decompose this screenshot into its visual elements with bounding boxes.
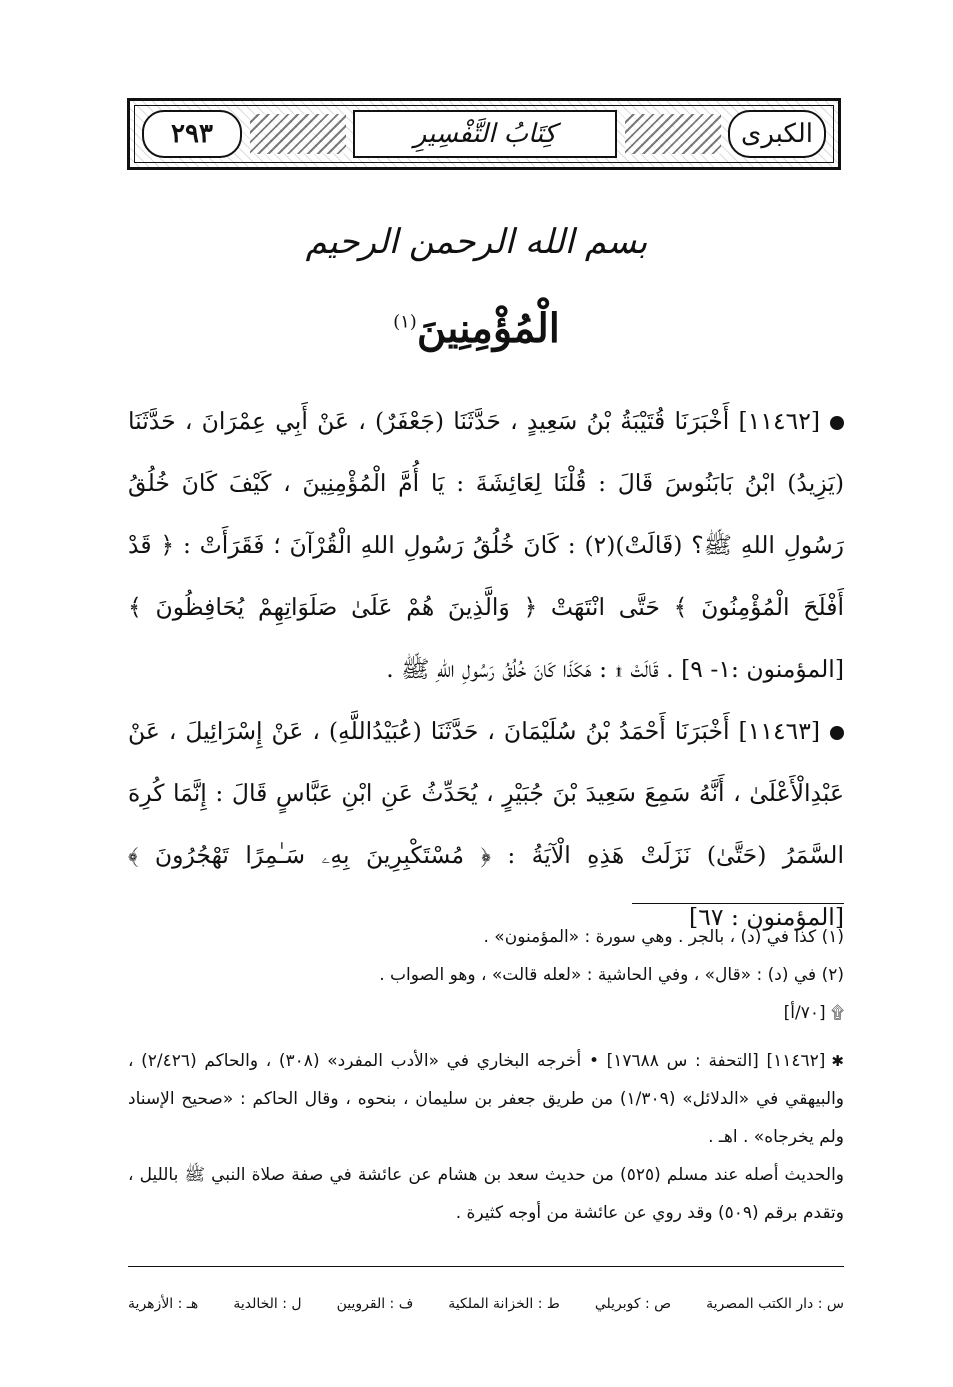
surah-title bbox=[0, 305, 953, 352]
takhrij-note: والحديث أصله عند مسلم (٥٢٥) من حديث سعد بن هشام عن عائشة في صفة صلاة النبي ﷺ بالليل ، وتقدم برقم (٥٠٩) وقد روي عن عائشة من أوجه كثيرة . bbox=[128, 1165, 844, 1223]
bullet-icon bbox=[830, 726, 844, 740]
surah-footnote-ref: (١) bbox=[393, 311, 417, 333]
footnotes bbox=[128, 918, 844, 1032]
footnote: (٢) في (د) : «قال» ، وفي الحاشية : «لعله قالت» ، وهو الصواب . bbox=[379, 965, 844, 985]
takhrij-notes bbox=[128, 1042, 844, 1232]
chapter-title: كِتَابُ التَّفْسِيرِ bbox=[353, 110, 617, 158]
legend-item: هـ : الأزهرية bbox=[128, 1296, 199, 1312]
footnote-divider bbox=[632, 903, 844, 904]
takhrij-text: [١١٤٦٢] [التحفة : س ١٧٦٨٨] • أخرجه البخاري في «الأدب المفرد» (٣٠٨) ، والحاكم (٢/٤٢٦) ، والبيهقي في «الدلائل» (١/٣٠٩) من طريق جعفر بن سليمان ، بنحوه ، وقال الحاكم : «صحيح الإسناد ولم يخرجاه» . اهـ . bbox=[128, 1051, 844, 1147]
bottom-divider bbox=[128, 1266, 844, 1267]
page-header-band bbox=[127, 98, 841, 170]
bullet-icon bbox=[830, 416, 844, 430]
footnote: ۩ [٧٠/أ] bbox=[783, 1003, 844, 1023]
asterisk-icon: ✱ bbox=[831, 1052, 844, 1070]
takhrij-note bbox=[128, 1042, 844, 1156]
footnote: (١) كذا في (د) ، بالجر . وهي سورة : «المؤمنون» . bbox=[483, 927, 844, 947]
hadith-text: [١١٤٦٢] أَخْبَرَنَا قُتَيْبَةُ بْنُ سَعِيدٍ ، حَدَّثَنَا (جَعْفَرٌ) ، عَنْ أَبِي عِمْرَانَ ، حَدَّثَنَا (يَزِيدُ) ابْنُ بَابَنُوسَ قَالَ : قُلْنَا لِعَائِشَةَ : يَا أُمَّ الْمُؤْمِنِينَ ، كَيْفَ كَانَ خُلُقُ رَسُولِ اللهِ ﷺ؟ (قَالَتْ)(٢) : كَانَ خُلُقُ رَسُولِ اللهِ الْقُرْآنَ ؛ فَقَرَأَتْ : ﴿ قَدْ أَفْلَحَ الْمُؤْمِنُونَ ﴾ حَتَّى انْتَهَتْ ﴿ وَالَّذِينَ هُمْ عَلَىٰ صَلَوَاتِهِمْ يُحَافِظُونَ ﴾ [المؤمنون :١- ٩] . قَالَتْ ۩ : هَكَذَا كَانَ خُلُقُ رَسُولِ اللهِ ﷺ . bbox=[128, 407, 844, 683]
header-ornament-left bbox=[250, 114, 346, 154]
page-number: ٢٩٣ bbox=[142, 110, 242, 158]
legend-item: ل : الخالدية bbox=[233, 1296, 302, 1312]
hadith-text: [١١٤٦٣] أَخْبَرَنَا أَحْمَدُ بْنُ سُلَيْمَانَ ، حَدَّثَنَا (عُبَيْدُاللَّهِ) ، عَنْ إِسْرَائِيلَ ، عَنْ عَبْدِالْأَعْلَىٰ ، أَنَّهُ سَمِعَ سَعِيدَ بْنَ جُبَيْرٍ ، يُحَدِّثُ عَنِ ابْنِ عَبَّاسٍ قَالَ : إِنَّمَا كُرِهَ السَّمَرُ (حَتَّىٰ) نَزَلَتْ هَذِهِ الْآيَةُ : ﴿ مُسْتَكْبِرِينَ بِهِۦ سَـٰمِرًا تَهْجُرُونَ ﴾ [المؤمنون : ٦٧] bbox=[128, 717, 844, 931]
hadith-paragraph bbox=[128, 390, 844, 700]
legend-item: ف : القرويين bbox=[336, 1296, 414, 1312]
legend-item: س : دار الكتب المصرية bbox=[706, 1296, 844, 1312]
hadith-paragraph bbox=[128, 700, 844, 948]
manuscript-legend bbox=[128, 1296, 844, 1312]
surah-title-text: الْمُؤْمِنِينَ bbox=[416, 305, 560, 352]
book-logo-icon: الكبرى bbox=[728, 110, 826, 158]
legend-item: ص : كوبريلي bbox=[594, 1296, 672, 1312]
legend-item: ط : الخزانة الملكية bbox=[448, 1296, 560, 1312]
basmala: بسم الله الرحمن الرحيم bbox=[305, 222, 648, 262]
header-ornament-right bbox=[625, 114, 721, 154]
